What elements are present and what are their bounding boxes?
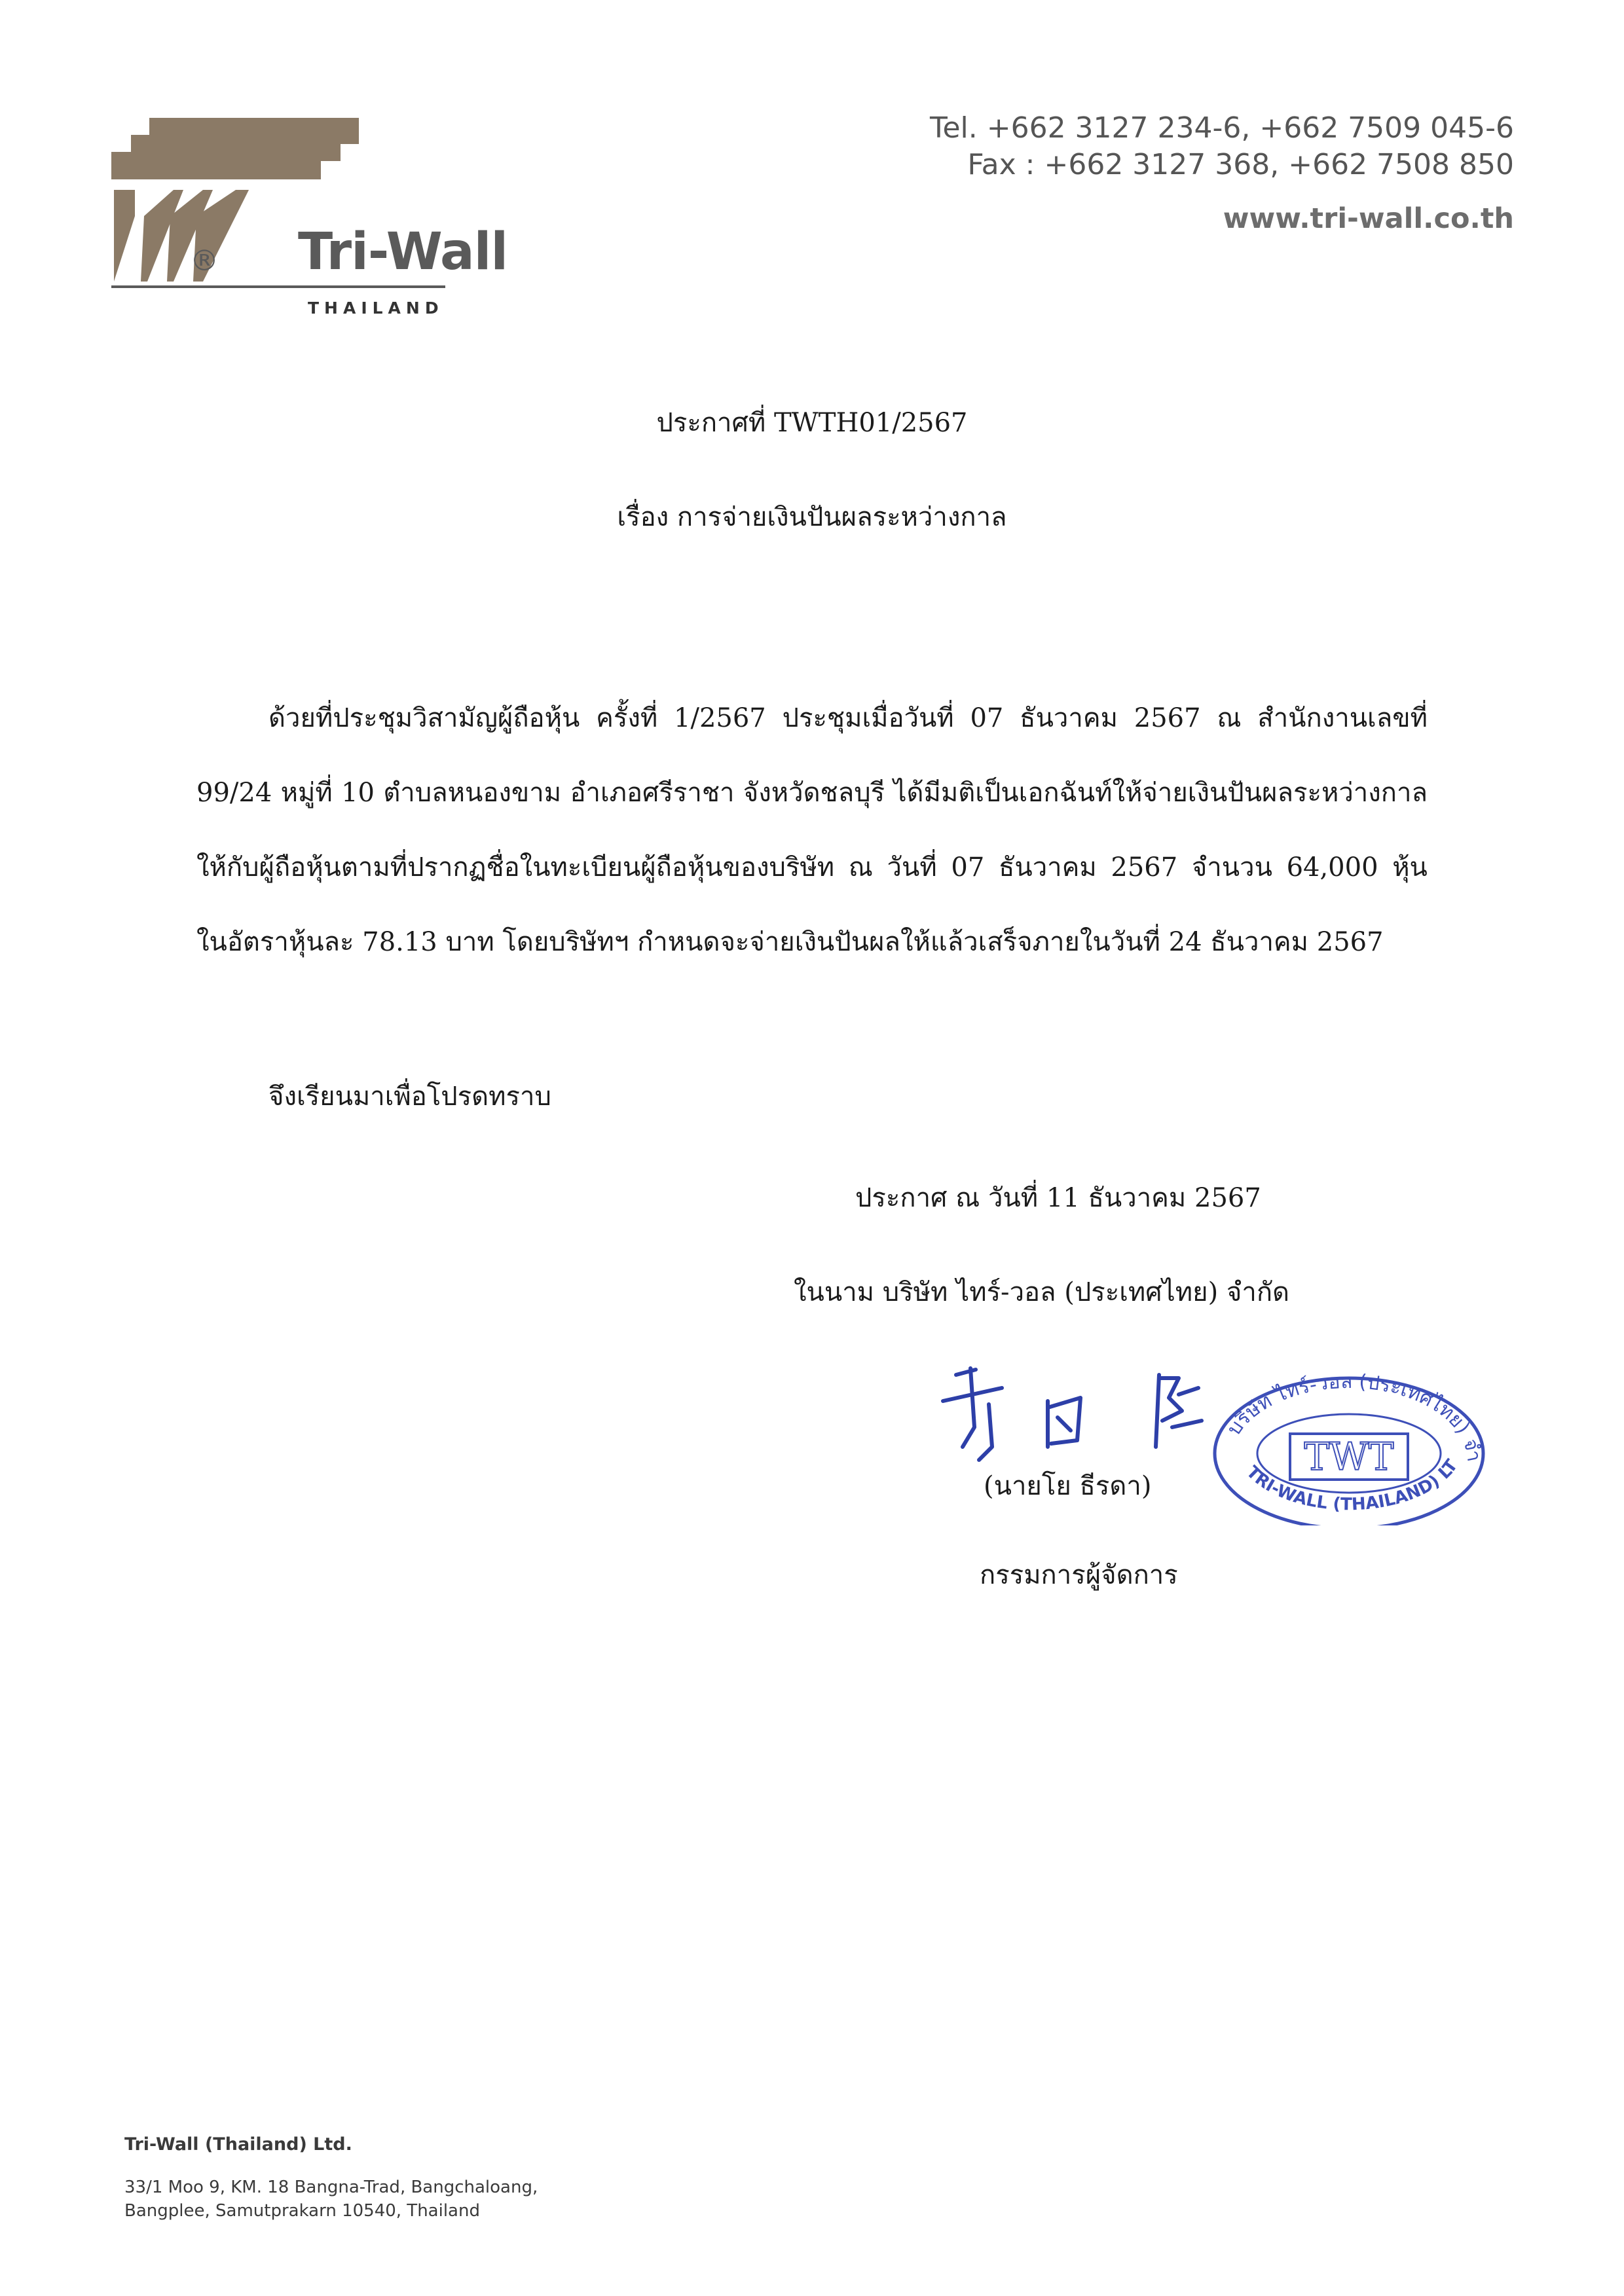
signer-name: (นายโย ธีรดา) <box>984 1471 1152 1501</box>
seal-bottom-text: TRI-WALL (THAILAND) LT <box>1242 1456 1462 1515</box>
body-word: ด้วยที่ประชุมวิสามัญผู้ถือหุ้น <box>268 703 580 733</box>
body-word: ครั้งที่ <box>596 703 658 733</box>
body-line <box>196 756 1428 830</box>
announcement-date: ประกาศ ณ วันที่ 11 ธันวาคม 2567 <box>855 1183 1261 1213</box>
body-word: หุ้น <box>1392 852 1428 883</box>
body-line <box>196 905 1428 979</box>
body-word: จำนวน <box>1191 852 1272 883</box>
company-logo <box>111 118 508 318</box>
announcement-number: ประกาศที่ TWTH01/2567 <box>656 408 968 438</box>
body-line <box>196 681 1428 756</box>
phone-line: Tel. +662 3127 234-6, +662 7509 045-6 <box>930 111 1514 145</box>
body-word: ประชุมเมื่อวันที่ <box>782 703 954 733</box>
body-word: ได้มีมติเป็นเอกฉันท์ให้จ่ายเงินปันผลระหว่างกาล <box>893 778 1428 808</box>
handwritten-signature <box>917 1349 1205 1473</box>
footer-address-line: 33/1 Moo 9, KM. 18 Bangna-Trad, Bangchaloang, <box>124 2178 538 2197</box>
body-paragraph <box>196 681 1428 979</box>
body-word: ณ <box>848 852 873 883</box>
seal-top-text: บริษัท ไทร์-วอล (ประเทศไทย) จำ <box>1222 1370 1486 1464</box>
company-name-line: ในนาม บริษัท ไทร์-วอล (ประเทศไทย) จำกัด <box>794 1277 1290 1307</box>
logo-country: THAILAND <box>308 299 444 318</box>
body-word: สำนักงานเลขที่ <box>1257 703 1428 733</box>
logo-wordmark: Tri-Wall <box>298 223 508 282</box>
tri-wall-logo-mark <box>111 118 452 314</box>
closing-line: จึงเรียนมาเพื่อโปรดทราบ <box>268 1082 551 1112</box>
seal-center-text: TWT <box>1304 1434 1394 1479</box>
body-word: ธันวาคม <box>998 852 1097 883</box>
body-word: หมู่ที่ <box>280 778 333 808</box>
body-word: 10 <box>341 778 375 808</box>
body-line <box>196 830 1428 905</box>
body-word: 99/24 <box>196 778 272 808</box>
fax-line: Fax : +662 3127 368, +662 7508 850 <box>967 148 1514 181</box>
body-word: จังหวัดชลบุรี <box>743 778 885 808</box>
body-word: อำเภอศรีราชา <box>570 778 735 808</box>
body-word: ให้กับผู้ถือหุ้นตามที่ปรากฏชื่อในทะเบียนผู้ถือหุ้นของบริษัท <box>196 852 835 883</box>
footer-address-block <box>124 2134 714 2223</box>
footer-company-name: Tri-Wall (Thailand) Ltd. <box>124 2134 352 2155</box>
signer-title: กรรมการผู้จัดการ <box>980 1560 1178 1590</box>
body-word: ณ <box>1217 703 1242 733</box>
contact-block <box>859 110 1514 237</box>
body-word: 64,000 <box>1286 852 1378 883</box>
footer-address-line: Bangplee, Samutprakarn 10540, Thailand <box>124 2201 480 2221</box>
announcement-subject: เรื่อง การจ่ายเงินปันผลระหว่างกาล <box>617 502 1007 532</box>
website-link[interactable]: www.tri-wall.co.th <box>1223 202 1514 235</box>
body-word: วันที่ <box>887 852 937 883</box>
body-word: 2567 <box>1134 703 1201 733</box>
body-word: ในอัตราหุ้นละ 78.13 บาท โดยบริษัทฯ กำหนดจะจ่ายเงินปันผลให้แล้วเสร็จภายในวันที่ 24 ธันวาคม 2567 <box>196 927 1384 957</box>
body-word: 07 <box>970 703 1004 733</box>
company-seal <box>1205 1362 1493 1525</box>
registered-mark: ® <box>190 244 219 278</box>
body-word: 07 <box>951 852 985 883</box>
body-word: 2567 <box>1111 852 1178 883</box>
body-word: ตำบลหนองขาม <box>383 778 562 808</box>
body-word: 1/2567 <box>674 703 766 733</box>
body-word: ธันวาคม <box>1020 703 1118 733</box>
